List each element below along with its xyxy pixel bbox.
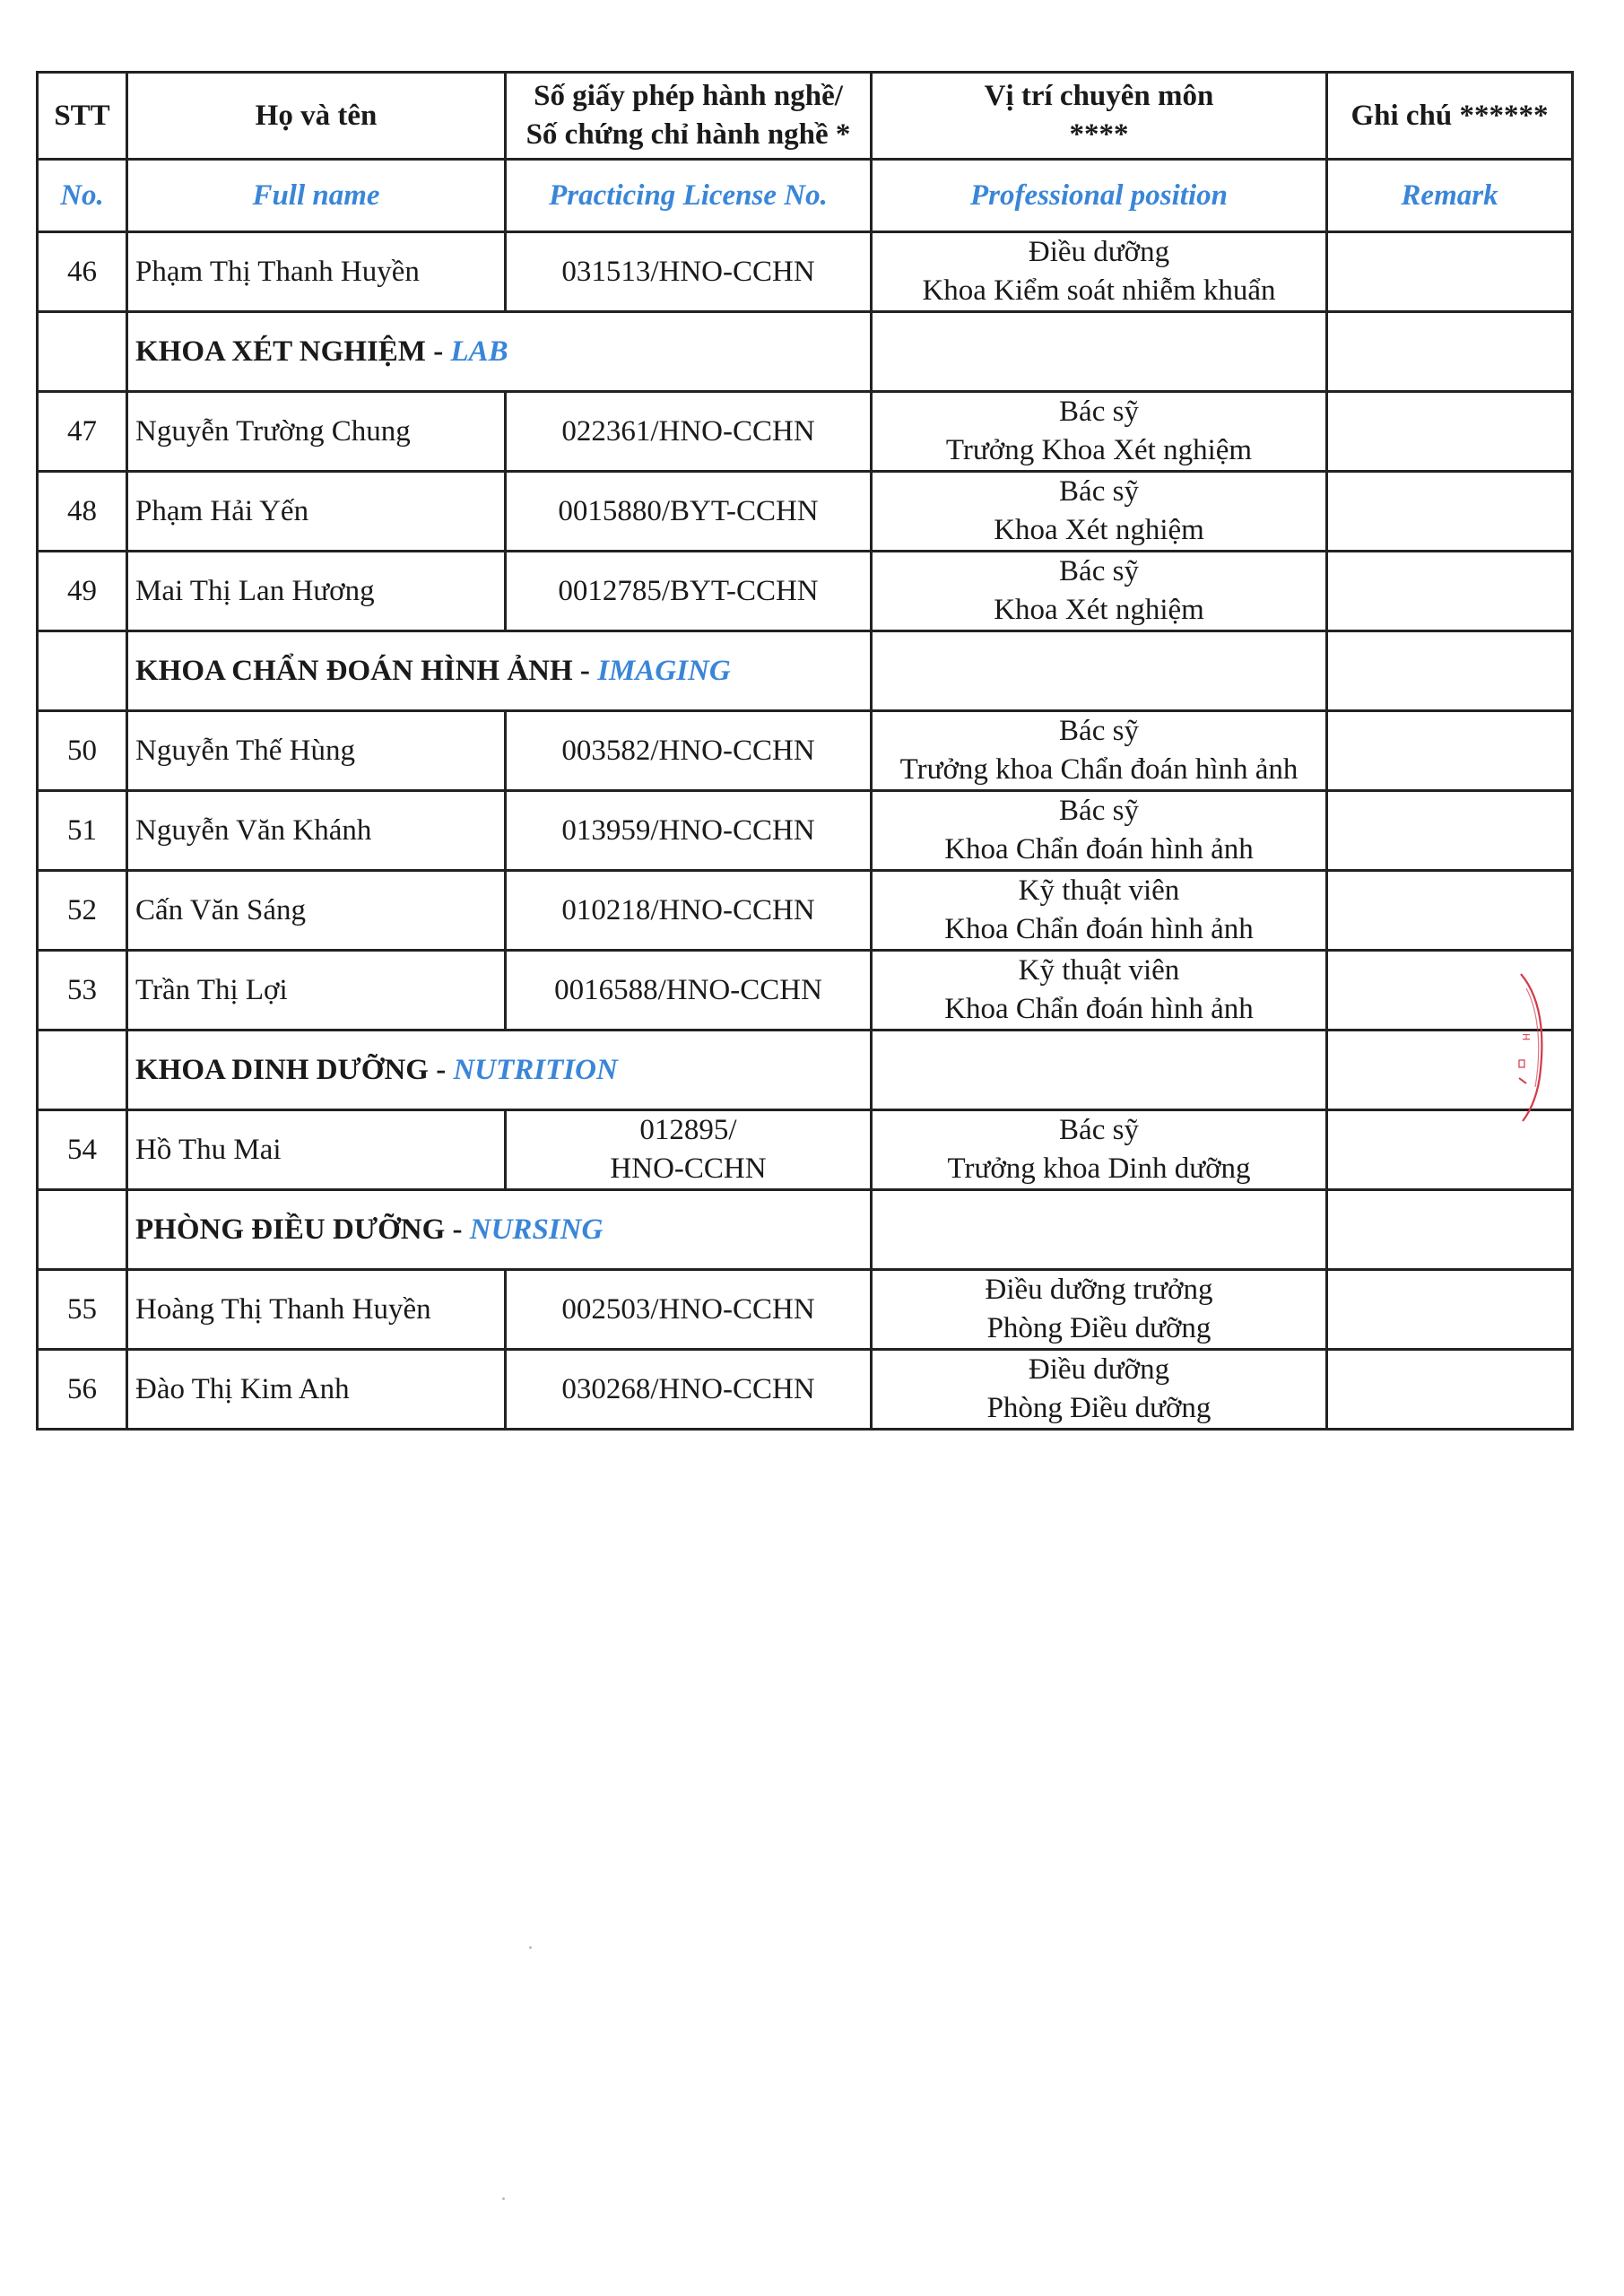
- section-row: [38, 312, 1573, 392]
- stt-cell: 48: [38, 472, 127, 552]
- table-row: [38, 472, 1573, 552]
- section-label-cell: [127, 1190, 872, 1270]
- position-dept: Khoa Chẩn đoán hình ảnh: [944, 913, 1254, 945]
- name-cell: Đào Thị Kim Anh: [127, 1350, 506, 1430]
- section-stt-cell: [38, 1031, 127, 1110]
- position-title: Bác sỹ: [1059, 1114, 1139, 1146]
- license-cell: 0012785/BYT-CCHN: [506, 552, 872, 631]
- table-row: [38, 791, 1573, 871]
- remark-cell: [1327, 1350, 1573, 1430]
- section-label-vi: KHOA CHẨN ĐOÁN HÌNH ẢNH -: [135, 654, 598, 687]
- license-cell: 031513/HNO-CCHN: [506, 232, 872, 312]
- header-remark: Ghi chú ******: [1327, 73, 1573, 160]
- position-title: Bác sỹ: [1059, 715, 1139, 747]
- section-label-vi: KHOA DINH DƯỠNG -: [135, 1053, 454, 1086]
- table-row: [38, 711, 1573, 791]
- section-row: [38, 631, 1573, 711]
- header-en-position: Professional position: [872, 160, 1327, 232]
- name-cell: Hoàng Thị Thanh Huyền: [127, 1270, 506, 1350]
- license-cell: 030268/HNO-CCHN: [506, 1350, 872, 1430]
- table-row: [38, 951, 1573, 1031]
- position-title: Bác sỹ: [1059, 475, 1139, 508]
- position-cell: [872, 1110, 1327, 1190]
- position-dept: Khoa Chẩn đoán hình ảnh: [944, 833, 1254, 865]
- section-label-cell: [127, 631, 872, 711]
- section-remark-cell: [1327, 312, 1573, 392]
- section-stt-cell: [38, 312, 127, 392]
- scan-speck: [502, 2197, 505, 2200]
- header-en-license: Practicing License No.: [506, 160, 872, 232]
- header-position: [872, 73, 1327, 160]
- name-cell: Hồ Thu Mai: [127, 1110, 506, 1190]
- position-title: Bác sỹ: [1059, 396, 1139, 428]
- position-dept: Trưởng khoa Chẩn đoán hình ảnh: [899, 753, 1298, 786]
- stt-cell: 54: [38, 1110, 127, 1190]
- header-en-stt: No.: [38, 160, 127, 232]
- name-cell: Mai Thị Lan Hương: [127, 552, 506, 631]
- header-position-line2: ****: [1069, 118, 1129, 151]
- name-cell: Trần Thị Lợi: [127, 951, 506, 1031]
- section-label-cell: [127, 312, 872, 392]
- position-cell: [872, 871, 1327, 951]
- header-position-line1: Vị trí chuyên môn: [984, 80, 1214, 112]
- staff-table: [36, 71, 1574, 1431]
- license-cell: 0016588/HNO-CCHN: [506, 951, 872, 1031]
- stt-cell: 53: [38, 951, 127, 1031]
- remark-cell: [1327, 232, 1573, 312]
- name-cell: Nguyễn Văn Khánh: [127, 791, 506, 871]
- license-cell: 010218/HNO-CCHN: [506, 871, 872, 951]
- position-dept: Phòng Điều dưỡng: [986, 1312, 1211, 1344]
- license-cell: 0015880/BYT-CCHN: [506, 472, 872, 552]
- section-position-cell: [872, 312, 1327, 392]
- position-cell: [872, 472, 1327, 552]
- stt-cell: 56: [38, 1350, 127, 1430]
- table-row: [38, 552, 1573, 631]
- position-dept: Phòng Điều dưỡng: [986, 1392, 1211, 1424]
- header-en-name: Full name: [127, 160, 506, 232]
- position-title: Điều dưỡng: [1028, 1353, 1170, 1386]
- header-license-line1: Số giấy phép hành nghề/: [534, 80, 843, 112]
- position-cell: [872, 232, 1327, 312]
- position-cell: [872, 552, 1327, 631]
- header-row-vi: [38, 73, 1573, 160]
- remark-cell: [1327, 711, 1573, 791]
- position-cell: [872, 711, 1327, 791]
- section-row: [38, 1031, 1573, 1110]
- position-dept: Trưởng Khoa Xét nghiệm: [945, 434, 1253, 466]
- section-stt-cell: [38, 631, 127, 711]
- section-position-cell: [872, 1190, 1327, 1270]
- section-position-cell: [872, 1031, 1327, 1110]
- position-title: Bác sỹ: [1059, 795, 1139, 827]
- red-seal-fragment-icon: [1514, 970, 1550, 1125]
- position-title: Bác sỹ: [1059, 555, 1139, 587]
- stt-cell: 46: [38, 232, 127, 312]
- remark-cell: [1327, 552, 1573, 631]
- license-cell: 013959/HNO-CCHN: [506, 791, 872, 871]
- remark-cell: [1327, 871, 1573, 951]
- scan-speck: [529, 1946, 532, 1949]
- section-stt-cell: [38, 1190, 127, 1270]
- name-cell: Phạm Thị Thanh Huyền: [127, 232, 506, 312]
- stt-cell: 52: [38, 871, 127, 951]
- table-row: [38, 392, 1573, 472]
- position-cell: [872, 392, 1327, 472]
- section-label-en: NUTRITION: [453, 1053, 618, 1086]
- position-cell: [872, 951, 1327, 1031]
- name-cell: Nguyễn Thế Hùng: [127, 711, 506, 791]
- section-position-cell: [872, 631, 1327, 711]
- table-row: [38, 1110, 1573, 1190]
- table-row: [38, 1270, 1573, 1350]
- section-label-vi: PHÒNG ĐIỀU DƯỠNG -: [135, 1213, 470, 1246]
- section-label-en: NURSING: [469, 1213, 604, 1246]
- position-dept: Khoa Xét nghiệm: [994, 514, 1204, 546]
- license-cell: 012895/ HNO-CCHN: [506, 1110, 872, 1190]
- header-en-remark: Remark: [1327, 160, 1573, 232]
- position-dept: Trưởng khoa Dinh dưỡng: [947, 1152, 1251, 1185]
- header-license-line2: Số chứng chỉ hành nghề *: [525, 118, 851, 151]
- section-remark-cell: [1327, 631, 1573, 711]
- section-row: [38, 1190, 1573, 1270]
- table-header: [38, 73, 1573, 232]
- position-dept: Khoa Chẩn đoán hình ảnh: [944, 993, 1254, 1025]
- license-cell: 003582/HNO-CCHN: [506, 711, 872, 791]
- section-label-vi: KHOA XÉT NGHIỆM -: [135, 335, 451, 368]
- position-cell: [872, 1270, 1327, 1350]
- position-title: Kỹ thuật viên: [1018, 874, 1180, 907]
- remark-cell: [1327, 791, 1573, 871]
- table-row: [38, 871, 1573, 951]
- position-dept: Khoa Kiểm soát nhiễm khuẩn: [922, 274, 1276, 307]
- remark-cell: [1327, 392, 1573, 472]
- position-title: Điều dưỡng: [1028, 236, 1170, 268]
- position-title: Điều dưỡng trưởng: [985, 1274, 1213, 1306]
- svg-text:H: H: [1520, 1033, 1532, 1041]
- position-title: Kỹ thuật viên: [1018, 954, 1180, 987]
- name-cell: Cấn Văn Sáng: [127, 871, 506, 951]
- header-stt: STT: [38, 73, 127, 160]
- stt-cell: 55: [38, 1270, 127, 1350]
- table-row: [38, 1350, 1573, 1430]
- header-name: Họ và tên: [127, 73, 506, 160]
- section-label-en: LAB: [450, 335, 508, 368]
- name-cell: Nguyễn Trường Chung: [127, 392, 506, 472]
- position-cell: [872, 791, 1327, 871]
- stt-cell: 49: [38, 552, 127, 631]
- license-cell: 022361/HNO-CCHN: [506, 392, 872, 472]
- table-row: [38, 232, 1573, 312]
- stt-cell: 51: [38, 791, 127, 871]
- table-body: [38, 232, 1573, 1430]
- remark-cell: [1327, 1270, 1573, 1350]
- section-remark-cell: [1327, 1190, 1573, 1270]
- name-cell: Phạm Hải Yến: [127, 472, 506, 552]
- stt-cell: 47: [38, 392, 127, 472]
- header-license: [506, 73, 872, 160]
- section-label-cell: [127, 1031, 872, 1110]
- license-cell: 002503/HNO-CCHN: [506, 1270, 872, 1350]
- header-row-en: [38, 160, 1573, 232]
- position-dept: Khoa Xét nghiệm: [994, 594, 1204, 626]
- position-cell: [872, 1350, 1327, 1430]
- section-label-en: IMAGING: [597, 654, 731, 687]
- remark-cell: [1327, 472, 1573, 552]
- stt-cell: 50: [38, 711, 127, 791]
